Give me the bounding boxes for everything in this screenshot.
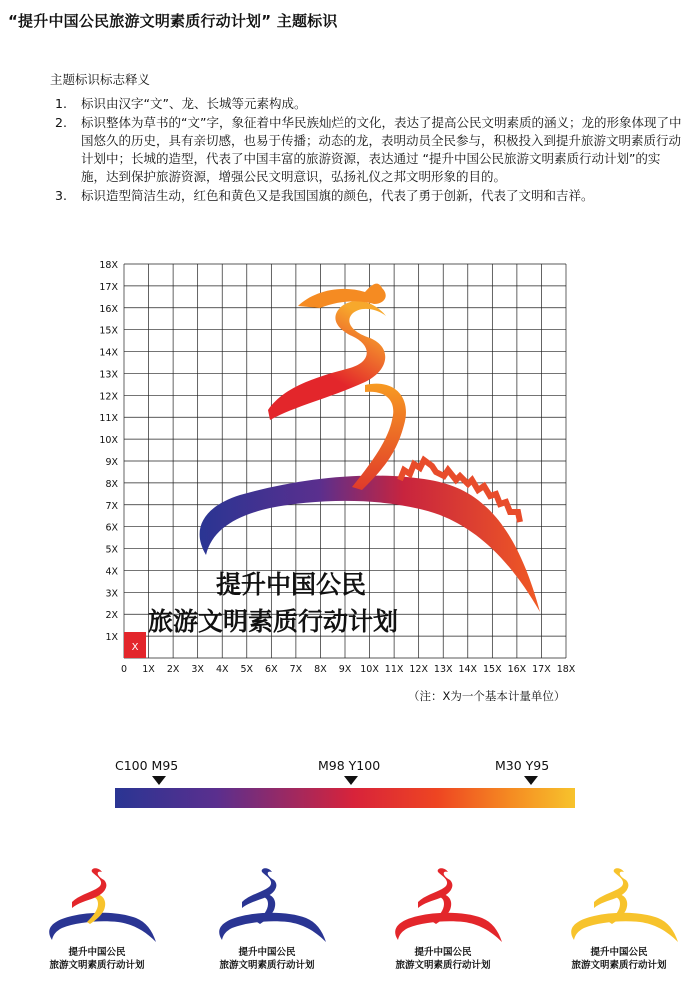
gradient-marker-blue xyxy=(152,776,166,785)
y-axis-label: 13X xyxy=(99,369,118,381)
y-axis-label: 8X xyxy=(105,478,118,490)
x-axis-label: 10X xyxy=(360,664,379,675)
y-axis-label: 5X xyxy=(105,544,118,556)
logo-variant-mark xyxy=(378,858,508,946)
unit-cell-label: X xyxy=(131,642,139,653)
logo-dragon-stroke xyxy=(268,301,386,420)
x-axis-label: 15X xyxy=(483,664,502,675)
page-title: “提升中国公民旅游文明素质行动计划” 主题标识 xyxy=(8,12,338,30)
logo-text-line2: 旅游文明素质行动计划 xyxy=(148,607,399,636)
variant-caption-line2: 旅游文明素质行动计划 xyxy=(219,960,315,971)
logo-variant-red xyxy=(378,858,508,978)
variant-caption-line2: 旅游文明素质行动计划 xyxy=(395,960,491,971)
y-axis-label: 4X xyxy=(105,566,118,578)
variant-caption-line1: 提升中国公民 xyxy=(590,947,648,958)
x-axis-label: 0 xyxy=(120,664,128,675)
logo-variant-yellow xyxy=(554,858,684,978)
logo-variant-mark xyxy=(32,858,162,946)
gradient-label-red: M98 Y100 xyxy=(318,758,381,773)
x-axis-label: 7X xyxy=(289,664,303,675)
y-axis-label: 6X xyxy=(105,522,118,534)
logo-variant-full-color xyxy=(32,858,162,978)
list-item-text: 标识造型简洁生动，红色和黄色又是我国国旗的颜色，代表了勇于创新，代表了文明和吉祥。 xyxy=(81,188,594,203)
x-axis-label: 3X xyxy=(191,664,204,675)
y-axis-label: 11X xyxy=(99,413,118,425)
x-axis-label: 2X xyxy=(166,664,180,675)
gradient-marker-yellow xyxy=(524,776,538,785)
variant-caption-line1: 提升中国公民 xyxy=(68,947,126,958)
logo-variant-mark xyxy=(554,858,684,946)
variant-caption-line2: 旅游文明素质行动计划 xyxy=(49,960,145,971)
y-axis-label: 9X xyxy=(105,457,118,468)
gradient-label-yellow: M30 Y95 xyxy=(495,758,550,773)
color-gradient-bar xyxy=(115,788,575,808)
logo-orange-stroke xyxy=(352,384,406,490)
y-axis-label: 12X xyxy=(99,391,118,403)
y-axis-label: 1X xyxy=(105,632,118,644)
y-axis-label: 2X xyxy=(105,610,118,622)
gradient-label-blue: C100 M95 xyxy=(115,758,179,773)
y-axis-label: 17X xyxy=(99,281,118,293)
list-item-text: 标识整体为草书的“文”字，象征着中华民族灿烂的文化，表达了提高公民文明素质的涵义；龙的形象体现了中国悠久的历史，具有亲切感，也易于传播；动态的龙，表明动员全民参与，积极投入到提升旅游文明素质行动计划中；长城的造型，代表了中国丰富的旅游资源，表达通过 “提升中国公民旅游文明素质行动计划”的实施，达到保护旅游资源，增强公民文明意识，弘扬礼仪之邦文明形象的目的。 xyxy=(81,115,682,184)
list-item-number: 3. xyxy=(55,188,67,203)
logo-variant-mark xyxy=(202,858,332,946)
y-axis-label: 16X xyxy=(99,303,118,315)
y-axis-labels xyxy=(99,260,118,643)
y-axis-label: 3X xyxy=(105,588,118,600)
x-axis-label: 12X xyxy=(409,664,428,675)
y-axis-label: 15X xyxy=(99,325,118,337)
x-axis-label: 13X xyxy=(433,664,453,675)
list-item-number: 1. xyxy=(55,96,67,111)
y-axis-label: 7X xyxy=(105,500,118,512)
section-heading: 主题标识标志释义 xyxy=(50,72,151,87)
gradient-marker-red xyxy=(344,776,358,785)
list-item-text: 标识由汉字“文”、龙、长城等元素构成。 xyxy=(81,96,307,111)
logo-dragon-head xyxy=(298,284,386,308)
x-axis-label: 17X xyxy=(532,664,551,675)
x-axis-label: 5X xyxy=(240,664,254,675)
list-item-number: 2. xyxy=(55,115,67,130)
logo-variant-blue xyxy=(202,858,332,978)
y-axis-label: 18X xyxy=(99,260,118,271)
variant-caption-line1: 提升中国公民 xyxy=(238,947,296,958)
x-axis-label: 9X xyxy=(338,664,352,675)
x-axis-label: 6X xyxy=(265,664,278,675)
x-axis-labels xyxy=(121,664,576,675)
variant-caption-line2: 旅游文明素质行动计划 xyxy=(571,960,667,971)
logo-text-line1: 提升中国公民 xyxy=(216,570,367,599)
y-axis-label: 10X xyxy=(99,435,118,447)
x-axis-label: 18X xyxy=(556,664,576,675)
x-axis-label: 4X xyxy=(215,664,229,675)
measurement-note: （注：X为一个基本计量单位） xyxy=(408,689,566,703)
x-axis-label: 8X xyxy=(314,664,327,675)
x-axis-label: 16X xyxy=(507,664,527,675)
y-axis-label: 14X xyxy=(99,347,118,359)
x-axis-label: 11X xyxy=(384,664,404,675)
x-axis-label: 14X xyxy=(458,664,478,675)
x-axis-label: 1X xyxy=(142,664,155,675)
variant-caption-line1: 提升中国公民 xyxy=(414,947,472,958)
